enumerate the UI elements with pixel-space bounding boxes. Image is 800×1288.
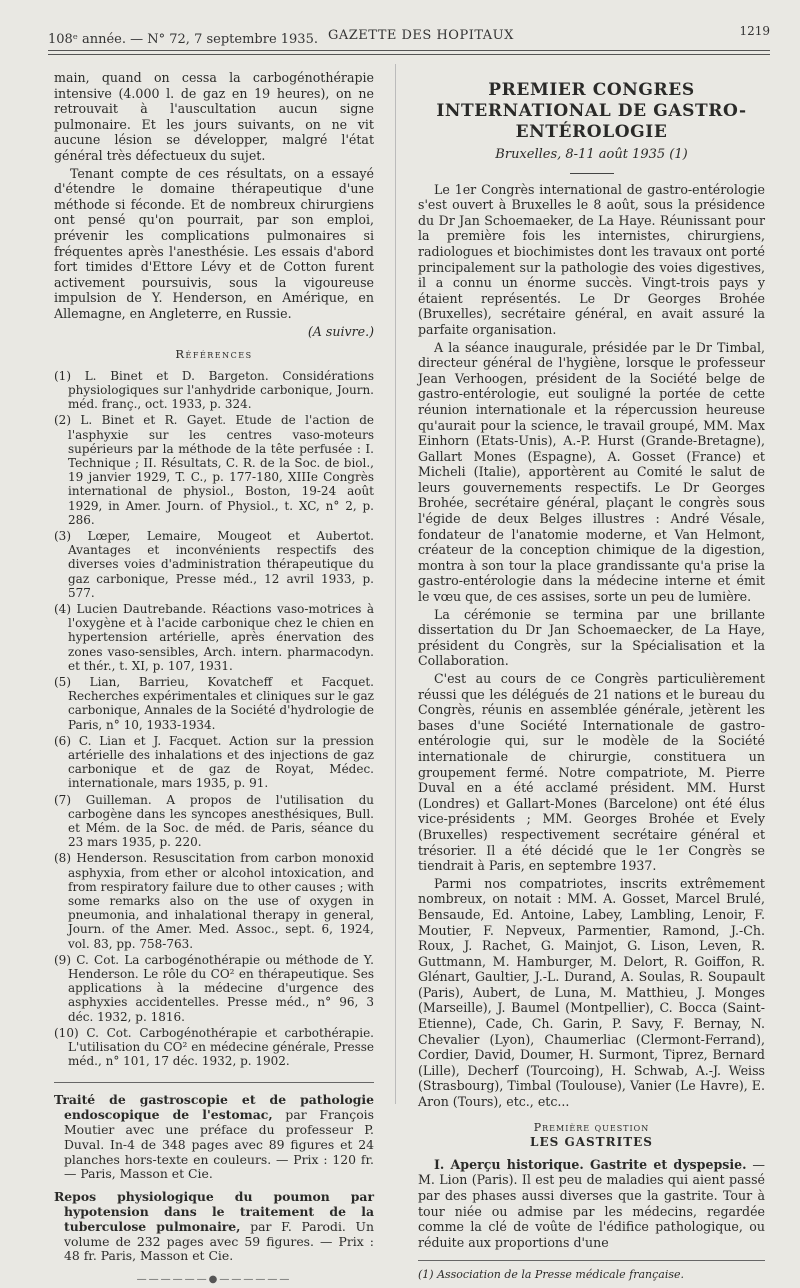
reference-item: (4) Lucien Dautrebande. Réactions vaso-motrices à l'oxygène et à l'acide carbonique chez le chien en hypertension artérielle, après énervation des zones vaso-sensibles, Arch. intern. pharmacodyn. et thér., t. XI, p. 107, 1931. bbox=[54, 601, 374, 673]
reference-item: (9) C. Cot. La carbogénothérapie ou méthode de Y. Henderson. Le rôle du CO² en thérapeutique. Ses applications à la médecine d'urgence des asphyxies accidentelles. Presse méd., n° 96, 3 déc. 1932, p. 1816. bbox=[54, 952, 374, 1024]
section-divider bbox=[54, 1082, 374, 1083]
reference-item: (8) Henderson. Resuscitation from carbon monoxid asphyxia, from ether or alcohol intoxication, and from respiratory failure due to other causes ; with some remarks also on the use of oxygen in pneumonia, and inhalational therapy in general, Journ. of the Amer. Med. Assoc., sept. 6, 1924, vol. 83, pp. 758-763. bbox=[54, 851, 374, 951]
section-head: I. Aperçu historique. Gastrite et dyspepsie. bbox=[434, 1156, 747, 1172]
ornament-divider: ——————●—————— bbox=[136, 1274, 292, 1286]
paragraph: main, quand on cessa la carbogénothérapie intensive (4.000 l. de gaz en 19 heures), on ne retrouvait à l'auscultation aucun signe pulmonaire. Et les jours suivants, on ne vit aucune lésion se développer, malgré l'état général très défectueux du sujet. bbox=[54, 70, 374, 163]
paragraph: Parmi nos compatriotes, inscrits extrêmement nombreux, on notait : MM. A. Gosset, Marcel Brulé, Bensaude, Ed. Antoine, Labey, Lambling, Lenoir, F. Moutier, F. Nepveux, Parmentier, Ramond, J.-Ch. Roux, J. Rachet, G. Mainjot, G. Lison, Leven, R. Guttmann, M. Hamburger, M. Delort, R. Goiffon, R. Glénart, Gaultier, J.-L. Durand, A. Soulas, R. Soupault (Paris), Aubert, de Luna, M. Matthieu, J. Monges (Marseille), J. Baumel (Montpellier), C. Bocca (Saint-Etienne), Cade, Ch. Garin, P. Savy, F. Bernay, N. Chevalier (Lyon), Chaumerliac (Clermont-Ferrand), Cordier, David, Doumer, H. Surmont, Tiprez, Bernard (Lille), Decherf (Tourcoing), H. Schwab, A.-J. Weiss (Strasbourg), Timbal (Toulouse), Vanier (Le Havre), E. Aron (Tours), etc., etc... bbox=[418, 875, 765, 1110]
book-notice bbox=[54, 1093, 374, 1182]
reference-item: (5) Lian, Barrieu, Kovatcheff et Facquet. Recherches expérimentales et cliniques sur le gaz carbonique, Annales de la Société d'hydrologie de Paris, n° 10, 1933-1934. bbox=[54, 674, 374, 732]
paragraph: Tenant compte de ces résultats, on a essayé d'étendre le domaine thérapeutique d'une méthode si féconde. Et de nombreux chirurgiens ont pensé qu'on pourrait, par son emploi, prévenir les complications pulmonaires si fréquentes après l'anesthésie. Les essais d'abord fort timides d'Ettore Lévy et de Cotton furent activement poursuivis, sous la vigoureuse impulsion de Y. Henderson, en Amérique, en Allemagne, en Angleterre, en Russie. bbox=[54, 165, 374, 321]
reference-item: (7) Guilleman. A propos de l'utilisation du carbogène dans les syncopes anesthésiques, Bull. et Mém. de la Soc. de méd. de Paris, séance du 23 mars 1935, p. 220. bbox=[54, 792, 374, 850]
footnote: (1) Association de la Presse médicale française. bbox=[418, 1268, 685, 1282]
reference-item: (2) L. Binet et R. Gayet. Etude de l'action de l'asphyxie sur les centres vaso-moteurs supérieurs par la méthode de la tête perfusée : I. Technique ; II. Résultats, C. R. de la Soc. de biol., 19 janvier 1929, T. C., p. 177-180, XIIIe Congrès international de physiol., Boston, 19-24 août 1929, in Amer. Journ. of Physiol., t. XC, n° 2, p. 286. bbox=[54, 413, 374, 527]
article-title bbox=[418, 80, 765, 143]
book-title: Traité de gastroscopie et de pathologie endoscopique de l'estomac, bbox=[54, 1092, 374, 1123]
title-rule bbox=[570, 173, 614, 174]
paragraph: A la séance inaugurale, présidée par le Dr Timbal, directeur général de l'hygiène, lorsque le professeur Jean Verhoogen, président de la Société belge de gastro-entérologie, eut souligné la portée de cette réunion internationale et la répercussion heureuse qu'aurait pour la science, le travail groupé, MM. Max Einhorn (Etats-Unis), A.-P. Hurst (Grande-Bretagne), Gallart Mones (Espagne), A. Gosset (France) et Micheli (Italie), apportèrent au Comité le salut de leurs gouvernements respectifs. Le Dr Georges Brohée, secrétaire général, plaçant le congrès sous l'égide de deux Belges illustres : André Vésale, fondateur de l'anatomie moderne, et Van Helmont, créateur de la conception chimique de la digestion, montra à son tour la place grandissante qu'a prise la gastro-entérologie dans la médecine interne et émit le vœu que, de ces assises, sorte un peu de lumière. bbox=[418, 339, 765, 605]
left-column bbox=[54, 70, 374, 1288]
book-details: par François Moutier avec une préface du professeur P. Duval. In-4 de 348 pages avec 89 figures et 24 planches hors-texte en couleurs. — Prix : 120 fr. — Paris, Masson et Cie. bbox=[64, 1107, 374, 1182]
article-title-line1: PREMIER CONGRES bbox=[488, 80, 695, 100]
to-be-continued: (A suivre.) bbox=[307, 323, 374, 339]
reference-item: (10) C. Cot. Carbogénothérapie et carbothérapie. L'utilisation du CO² en médecine générale, Presse méd., n° 101, 17 déc. 1932, p. 1902. bbox=[54, 1025, 374, 1069]
question-subheading: LES GASTRITES bbox=[530, 1135, 653, 1150]
question-heading: Première question bbox=[533, 1120, 650, 1134]
references-list bbox=[54, 369, 374, 1069]
book-notice bbox=[54, 1190, 374, 1264]
book-title: Repos physiologique du poumon par hypotension dans le traitement de la tuberculose pulmonaire, bbox=[54, 1189, 374, 1234]
section-text: — M. Lion (Paris). Il est peu de maladies qui aient passé par des phases aussi diverses que la gastrite. Tour à tour niée ou admise par les médecins, regardée comme la clé de voûte de l'édifice pathologique, ou réduite aux proportions d'une bbox=[418, 1156, 765, 1250]
reference-item: (3) Lœper, Lemaire, Mougeot et Aubertot. Avantages et inconvénients respectifs des diverses voies d'administration thérapeutique du gaz carbonique, Presse méd., 12 avril 1933, p. 577. bbox=[54, 528, 374, 600]
paragraph bbox=[418, 1157, 765, 1251]
reference-item: (1) L. Binet et D. Bargeton. Considérations physiologiques sur l'anhydride carbonique, Journ. méd. franç., oct. 1933, p. 324. bbox=[54, 368, 374, 412]
page-header bbox=[48, 24, 770, 46]
paragraph: La cérémonie se termina par une brillante dissertation du Dr Jan Schoemaecker, de La Haye, président du Congrès, sur la Spécialisation et la Collaboration. bbox=[418, 606, 765, 669]
article-title-line2: INTERNATIONAL DE GASTRO-ENTÉROLOGIE bbox=[436, 101, 747, 142]
right-column bbox=[418, 80, 765, 1283]
footnote-rule bbox=[418, 1260, 765, 1261]
article-subtitle: Bruxelles, 8-11 août 1935 (1) bbox=[495, 147, 688, 162]
paragraph: Le 1er Congrès international de gastro-entérologie s'est ouvert à Bruxelles le 8 août, sous la présidence du Dr Jan Schoemaeker, de La Haye. Réunissant pour la première fois les internistes, chirurgiens, radiologues et biochimistes dont les travaux ont porté principalement sur la pathologie des voies digestives, il a connu un énorme succès. Vingt-trois pays y étaient représentés. Le Dr Georges Brohée (Bruxelles), secrétaire général, en avait assuré la parfaite organisation. bbox=[418, 181, 765, 337]
column-divider bbox=[395, 64, 396, 1104]
paragraph: C'est au cours de ce Congrès particulièrement réussi que les délégués de 21 nations et le bureau du Congrès, réunis en assemblée générale, jetèrent les bases d'une Société Internationale de gastro-entérologie qui, sur le modèle de la Société internationale de chirurgie, constituera un groupement fermé. Notre compatriote, M. Pierre Duval en a été acclamé président. MM. Hurst (Londres) et Gallart-Mones (Barcelone) ont été élus vice-présidents ; MM. Georges Brohée et Evely (Bruxelles) respectivement secrétaire général et trésorier. Il a été décidé que le 1er Congrès se tiendrait à Paris, en septembre 1937. bbox=[418, 671, 765, 874]
header-rule-thin bbox=[48, 54, 770, 55]
journal-title: GAZETTE DES HOPITAUX bbox=[328, 28, 514, 43]
issue-info: 108ᵉ année. — N° 72, 7 septembre 1935. bbox=[48, 32, 318, 47]
header-rule bbox=[48, 50, 770, 51]
book-details: par F. Parodi. Un volume de 232 pages avec 59 figures. — Prix : 48 fr. Paris, Masson et Cie. bbox=[64, 1218, 374, 1264]
references-heading: Références bbox=[175, 347, 253, 362]
page-number: 1219 bbox=[739, 24, 770, 38]
reference-item: (6) C. Lian et J. Facquet. Action sur la pression artérielle des inhalations et des injections de gaz carbonique et de gaz de Royat, Médec. internationale, mars 1935, p. 91. bbox=[54, 733, 374, 791]
